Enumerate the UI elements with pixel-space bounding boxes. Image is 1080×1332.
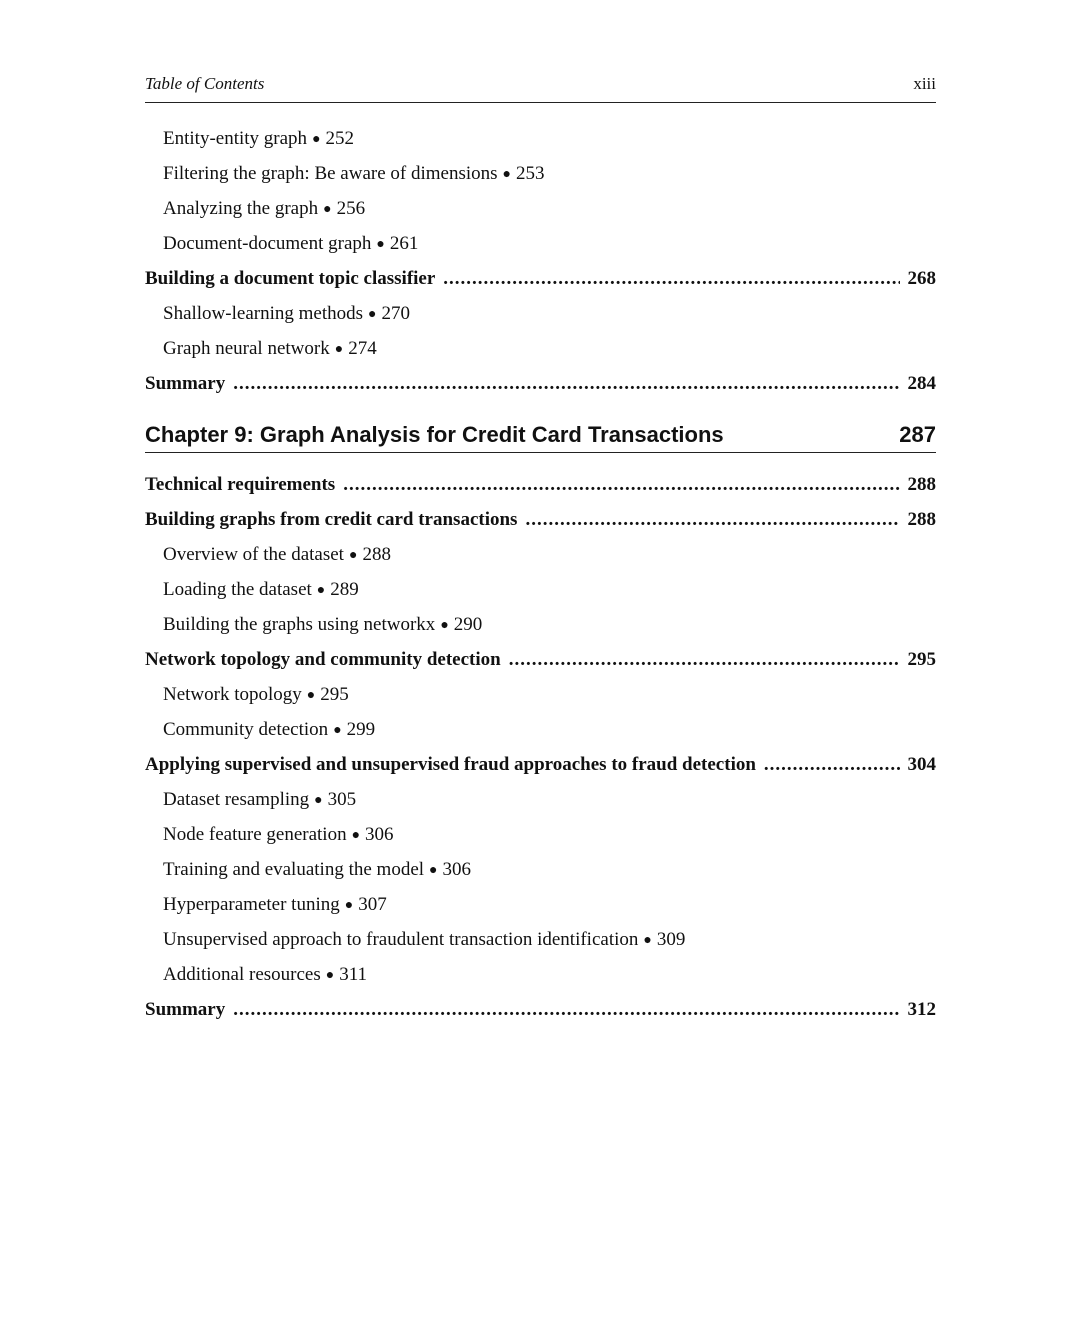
toc-subsection-entry[interactable] <box>145 610 954 640</box>
dot-leader <box>343 470 899 500</box>
bullet-separator: ● <box>316 583 326 598</box>
bullet-separator: ● <box>502 167 512 182</box>
toc-entry-page: 274 <box>348 338 377 359</box>
toc-entry-page: 288 <box>907 474 936 495</box>
toc-section-entry[interactable] <box>145 369 936 399</box>
bullet-separator: ● <box>333 723 342 738</box>
toc-entry-page: 295 <box>907 649 936 670</box>
toc-section-entry[interactable] <box>145 470 936 500</box>
toc-subsection-entry[interactable] <box>145 785 954 815</box>
toc-entry-label: Filtering the graph: Be aware of dimensions <box>163 163 498 184</box>
toc-section-entry[interactable] <box>145 264 936 294</box>
chapter-heading[interactable] <box>145 420 936 453</box>
toc-entry-page: 305 <box>327 789 357 810</box>
toc-subsection-entry[interactable] <box>145 194 954 224</box>
toc-entry-label: Summary <box>145 999 226 1020</box>
toc-entry-label: Summary <box>145 373 226 394</box>
toc-entry-page: 295 <box>320 684 349 705</box>
toc-entry-label: Additional resources <box>163 964 321 985</box>
toc-entry-page: 284 <box>907 373 936 394</box>
dot-leader <box>525 505 899 535</box>
toc-entry-label: Loading the dataset <box>163 579 312 600</box>
toc-entry-page: 288 <box>362 544 391 565</box>
toc-entry-label: Building graphs from credit card transactions <box>145 509 518 530</box>
toc-section-entry[interactable] <box>145 645 936 675</box>
toc-entry-page: 306 <box>365 824 394 845</box>
toc-entry-page: 289 <box>330 579 359 600</box>
toc-subsection-entry[interactable] <box>145 715 954 745</box>
toc-section-entry[interactable] <box>145 995 936 1025</box>
toc-entry-label: Network topology <box>163 684 302 705</box>
dot-leader <box>233 995 899 1025</box>
toc-entry-label: Applying supervised and unsupervised fraud approaches to fraud detection <box>145 754 756 775</box>
bullet-separator: ● <box>368 307 377 322</box>
toc-subsection-entry[interactable] <box>145 334 954 364</box>
bullet-separator: ● <box>323 202 332 217</box>
toc-subsection-entry[interactable] <box>145 680 954 710</box>
toc-subsection-entry[interactable] <box>145 890 954 920</box>
toc-subsection-entry[interactable] <box>145 855 954 885</box>
toc-entry-label: Building a document topic classifier <box>145 268 436 289</box>
chapter-page-number: 287 <box>899 422 936 447</box>
dot-leader <box>443 264 899 294</box>
toc-entry-page: 311 <box>339 964 368 985</box>
toc-subsection-entry[interactable] <box>145 960 954 990</box>
bullet-separator: ● <box>314 793 323 808</box>
toc-entry-page: 252 <box>325 128 355 149</box>
toc-entry-page: 253 <box>516 163 545 184</box>
toc-entry-label: Dataset resampling <box>163 789 310 810</box>
toc-subsection-entry[interactable] <box>145 159 954 189</box>
toc-entry-label: Building the graphs using networkx <box>163 614 436 635</box>
toc-entry-label: Document-document graph <box>163 233 372 254</box>
bullet-separator: ● <box>376 237 385 252</box>
toc-entry-label: Shallow-learning methods <box>163 303 363 324</box>
bullet-separator: ● <box>429 863 438 878</box>
toc-entry-label: Analyzing the graph <box>163 198 319 219</box>
running-header-title: Table of Contents <box>145 74 265 93</box>
dot-leader <box>233 369 899 399</box>
bullet-separator: ● <box>306 688 316 703</box>
toc-entry-page: 309 <box>656 929 686 950</box>
toc-entry-page: 306 <box>442 859 471 880</box>
toc-entry-label: Overview of the dataset <box>163 544 344 565</box>
toc-subsection-entry[interactable] <box>145 925 954 955</box>
toc-entry-label: Unsupervised approach to fraudulent transaction identification <box>163 929 639 950</box>
toc-subsection-entry[interactable] <box>145 575 954 605</box>
toc-subsection-entry[interactable] <box>145 124 954 154</box>
toc-entry-page: 261 <box>389 233 419 254</box>
toc-subsection-entry[interactable] <box>145 820 954 850</box>
toc-entry-page: 268 <box>907 268 936 289</box>
bullet-separator: ● <box>351 828 361 843</box>
toc-entry-page: 290 <box>453 614 483 635</box>
bullet-separator: ● <box>334 342 344 357</box>
toc-entry-label: Entity-entity graph <box>163 128 308 149</box>
bullet-separator: ● <box>325 968 335 983</box>
bullet-separator: ● <box>344 898 354 913</box>
toc-entry-label: Hyperparameter tuning <box>163 894 340 915</box>
toc-entry-label: Network topology and community detection <box>145 649 501 670</box>
toc-section-entry[interactable] <box>145 505 936 535</box>
toc-entry-label: Node feature generation <box>163 824 347 845</box>
toc-section-entry[interactable] <box>145 750 936 780</box>
dot-leader <box>764 750 900 780</box>
toc-subsection-entry[interactable] <box>145 299 954 329</box>
toc-entry-page: 304 <box>907 754 936 775</box>
toc-entry-page: 270 <box>381 303 410 324</box>
toc-entry-label: Graph neural network <box>163 338 330 359</box>
page-header <box>145 74 936 103</box>
bullet-separator: ● <box>348 548 358 563</box>
toc-entry-label: Training and evaluating the model <box>163 859 425 880</box>
bullet-separator: ● <box>440 618 449 633</box>
chapter-title: Chapter 9: Graph Analysis for Credit Card Transactions <box>145 422 724 447</box>
toc-entry-page: 312 <box>907 999 936 1020</box>
toc-entry-page: 256 <box>336 198 366 219</box>
toc-entry-page: 288 <box>907 509 936 530</box>
toc-entry-page: 307 <box>358 894 387 915</box>
dot-leader <box>509 645 900 675</box>
toc-subsection-entry[interactable] <box>145 229 954 259</box>
page-number: xiii <box>913 74 936 93</box>
toc-entry-page: 299 <box>346 719 376 740</box>
bullet-separator: ● <box>643 933 652 948</box>
toc-entry-label: Community detection <box>163 719 329 740</box>
toc-entry-label: Technical requirements <box>145 474 336 495</box>
toc-subsection-entry[interactable] <box>145 540 954 570</box>
bullet-separator: ● <box>312 132 321 147</box>
